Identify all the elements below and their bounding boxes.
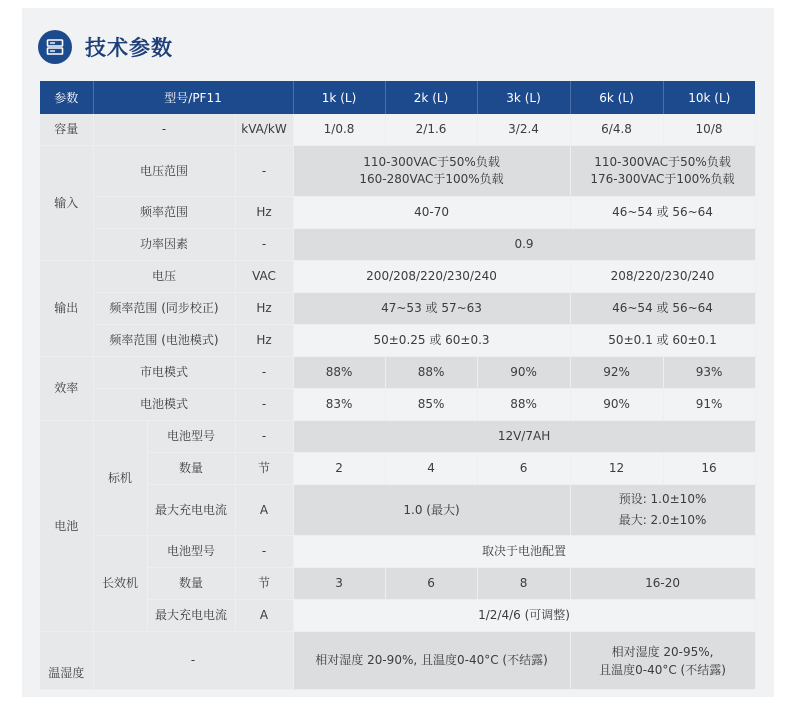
value-cell: 208/220/230/240 — [570, 261, 755, 293]
table-row — [40, 229, 755, 261]
column-header: 10k (L) — [663, 81, 755, 114]
value-cell: 取决于电池配置 — [293, 536, 755, 568]
unit-label: Hz — [235, 197, 293, 229]
item-label: 电池模式 — [93, 389, 235, 421]
item-label: 数量 — [147, 568, 235, 600]
item-label: - — [93, 114, 235, 146]
table-row — [40, 146, 755, 197]
item-label: 最大充电电流 — [147, 600, 235, 632]
item-label: 数量 — [147, 453, 235, 485]
unit-label: Hz — [235, 293, 293, 325]
section-header — [38, 30, 173, 64]
value-cell: 6 — [385, 568, 477, 600]
value-cell: 1.0 (最大) — [293, 485, 570, 536]
value-cell: 相对湿度 20-90%, 且温度0-40°C (不结露) — [293, 632, 570, 690]
item-label: 电池型号 — [147, 536, 235, 568]
unit-label: A — [235, 600, 293, 632]
page-title: 技术参数 — [85, 36, 173, 60]
value-cell: 200/208/220/230/240 — [293, 261, 570, 293]
subgroup-label: 标机 — [93, 421, 147, 536]
unit-label: 节 — [235, 453, 293, 485]
value-cell: 1/0.8 — [293, 114, 385, 146]
unit-label: VAC — [235, 261, 293, 293]
value-cell: 4 — [385, 453, 477, 485]
value-cell: 83% — [293, 389, 385, 421]
value-cell: 2 — [293, 453, 385, 485]
group-label: 输出 — [40, 261, 93, 357]
unit-label: Hz — [235, 325, 293, 357]
column-header: 2k (L) — [385, 81, 477, 114]
value-cell: 85% — [385, 389, 477, 421]
value-cell: 88% — [385, 357, 477, 389]
item-label: 电池型号 — [147, 421, 235, 453]
table-row — [40, 632, 755, 690]
value-cell: 92% — [570, 357, 663, 389]
table-row — [40, 600, 755, 632]
unit-label: - — [235, 229, 293, 261]
value-cell: 1/2/4/6 (可调整) — [293, 600, 755, 632]
subgroup-label: 长效机 — [93, 536, 147, 632]
server-rack-icon — [38, 30, 72, 64]
value-cell: 16-20 — [570, 568, 755, 600]
value-cell: 46~54 或 56~64 — [570, 197, 755, 229]
value-cell: 8 — [477, 568, 570, 600]
value-cell: 110-300VAC于50%负载 176-300VAC于100%负载 — [570, 146, 755, 197]
value-cell: 50±0.25 或 60±0.3 — [293, 325, 570, 357]
value-cell: 90% — [570, 389, 663, 421]
value-cell: 6 — [477, 453, 570, 485]
value-cell: 16 — [663, 453, 755, 485]
unit-label: - — [235, 146, 293, 197]
value-cell: 88% — [293, 357, 385, 389]
item-label: 频率范围 (电池模式) — [93, 325, 235, 357]
table-row — [40, 421, 755, 453]
item-label: 市电模式 — [93, 357, 235, 389]
column-header: 6k (L) — [570, 81, 663, 114]
group-label: 输入 — [40, 146, 93, 261]
table-row — [40, 357, 755, 389]
unit-label: - — [235, 357, 293, 389]
table-row — [40, 261, 755, 293]
unit-label: - — [235, 421, 293, 453]
value-cell: 12 — [570, 453, 663, 485]
group-label: 容量 — [40, 114, 93, 146]
table-row — [40, 485, 755, 536]
group-label: 效率 — [40, 357, 93, 421]
value-cell: 47~53 或 57~63 — [293, 293, 570, 325]
value-cell: 2/1.6 — [385, 114, 477, 146]
table-row — [40, 114, 755, 146]
value-cell: 46~54 或 56~64 — [570, 293, 755, 325]
value-cell: 40-70 — [293, 197, 570, 229]
item-label: 频率范围 — [93, 197, 235, 229]
value-cell: 0.9 — [293, 229, 755, 261]
column-header: 型号/PF11 — [93, 81, 293, 114]
item-label: 频率范围 (同步校正) — [93, 293, 235, 325]
unit-label: - — [235, 389, 293, 421]
unit-label: - — [235, 536, 293, 568]
table-row — [40, 453, 755, 485]
column-header: 3k (L) — [477, 81, 570, 114]
value-cell: 110-300VAC于50%负载 160-280VAC于100%负载 — [293, 146, 570, 197]
table-row — [40, 293, 755, 325]
table-row — [40, 389, 755, 421]
value-cell: 50±0.1 或 60±0.1 — [570, 325, 755, 357]
unit-label: kVA/kW — [235, 114, 293, 146]
table-row — [40, 197, 755, 229]
table-row — [40, 325, 755, 357]
unit-label: 节 — [235, 568, 293, 600]
item-label: - — [93, 632, 293, 690]
spec-table — [40, 81, 756, 690]
value-cell: 90% — [477, 357, 570, 389]
value-cell: 93% — [663, 357, 755, 389]
value-cell: 88% — [477, 389, 570, 421]
table-header-row — [40, 81, 755, 114]
item-label: 电压范围 — [93, 146, 235, 197]
value-cell: 3/2.4 — [477, 114, 570, 146]
value-cell: 91% — [663, 389, 755, 421]
value-cell: 12V/7AH — [293, 421, 755, 453]
value-cell: 10/8 — [663, 114, 755, 146]
value-cell: 相对湿度 20-95%, 且温度0-40°C (不结露) — [570, 632, 755, 690]
value-cell: 预设: 1.0±10% 最大: 2.0±10% — [570, 485, 755, 536]
column-header: 参数 — [40, 81, 93, 114]
item-label: 最大充电电流 — [147, 485, 235, 536]
item-label: 电压 — [93, 261, 235, 293]
table-row — [40, 536, 755, 568]
group-label: 电池 — [40, 421, 93, 632]
table-row — [40, 568, 755, 600]
item-label: 功率因素 — [93, 229, 235, 261]
value-cell: 6/4.8 — [570, 114, 663, 146]
group-label: 温湿度 — [40, 632, 93, 690]
column-header: 1k (L) — [293, 81, 385, 114]
value-cell: 3 — [293, 568, 385, 600]
unit-label: A — [235, 485, 293, 536]
